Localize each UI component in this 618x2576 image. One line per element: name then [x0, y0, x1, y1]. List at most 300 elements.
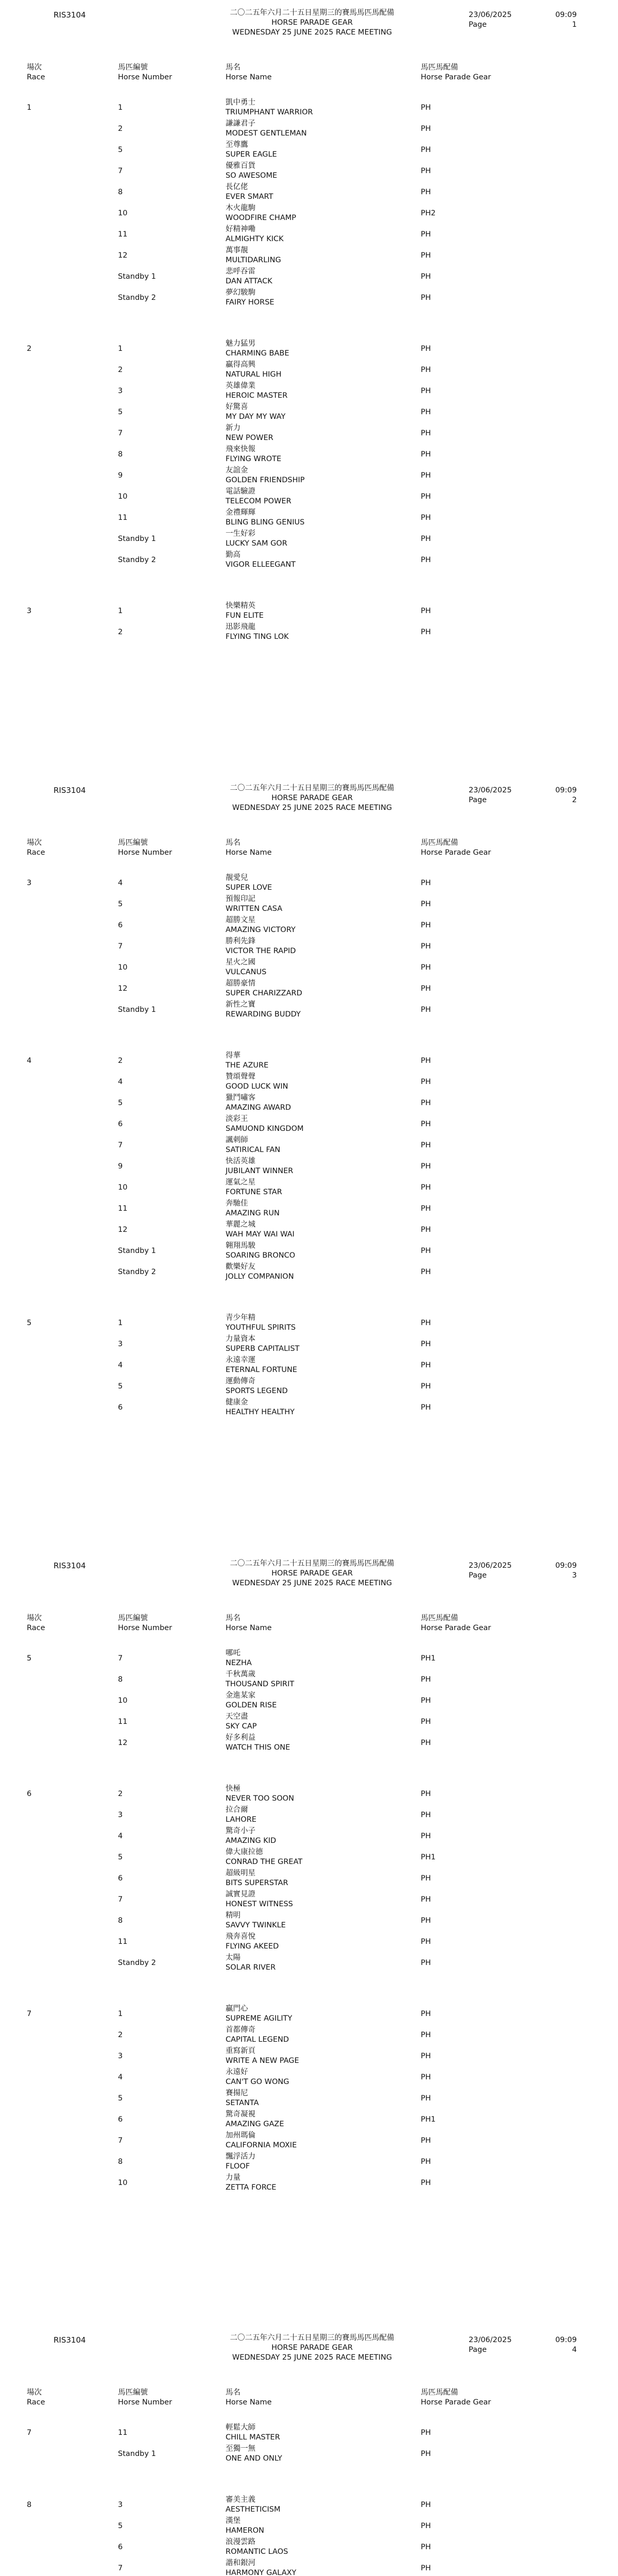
table-row	[27, 508, 597, 529]
horse-name	[226, 267, 421, 288]
col-parade-gear	[421, 2388, 597, 2408]
page-header	[27, 0, 597, 39]
horse-number: 7	[118, 2137, 123, 2145]
table-row	[27, 550, 597, 571]
horse-name-en: BITS SUPERSTAR	[226, 1879, 288, 1887]
table-row	[27, 204, 597, 225]
horse-name-en: FORTUNE STAR	[226, 1188, 282, 1196]
horse-number: 4	[118, 2073, 123, 2081]
horse-name-en: MULTIDARLING	[226, 256, 281, 264]
horse-name	[226, 979, 421, 1000]
col-parade-gear-cn: 馬匹馬配備	[421, 2388, 458, 2397]
race-block	[27, 2495, 597, 2576]
horse-name-en: HARMONY GALAXY	[226, 2569, 297, 2576]
table-row	[27, 1805, 597, 1826]
print-date: 23/06/2025	[469, 11, 512, 19]
horse-number: 7	[118, 429, 123, 437]
horse-name	[226, 1398, 421, 1419]
table-row	[27, 1051, 597, 1072]
page-number-row	[469, 20, 577, 30]
horse-name-cn: 快樂精英	[226, 602, 255, 610]
parade-gear: PH	[421, 2450, 431, 2458]
horse-name-en: HONEST WITNESS	[226, 1900, 293, 1908]
horse-name-en: SUPER CHARIZZARD	[226, 989, 302, 997]
race-number	[27, 1220, 118, 1241]
horse-name-cn: 淡彩王	[226, 1115, 248, 1123]
print-date: 23/06/2025	[469, 2336, 512, 2344]
parade-gear: PH	[421, 104, 431, 112]
horse-name	[226, 1733, 421, 1754]
horse-name	[226, 1220, 421, 1241]
parade-gear: PH2	[421, 209, 436, 217]
horse-name	[226, 601, 421, 622]
race-block	[27, 339, 597, 571]
horse-name-cn: 金禮輝輝	[226, 509, 255, 517]
horse-name	[226, 1093, 421, 1114]
horse-name-en: VICTOR THE RAPID	[226, 947, 296, 955]
race-number	[27, 1199, 118, 1220]
table-row	[27, 182, 597, 204]
table-row	[27, 423, 597, 445]
page-number: 4	[572, 2346, 577, 2354]
horse-name-en: GOLDEN RISE	[226, 1701, 277, 1709]
horse-name	[226, 1072, 421, 1093]
parade-gear: PH	[421, 471, 431, 480]
horse-name-en: FLOOF	[226, 2162, 250, 2171]
parade-gear: PH	[421, 1361, 431, 1369]
horse-name-en: THE AZURE	[226, 1061, 269, 1070]
horse-name	[226, 2558, 421, 2576]
horse-number: 7	[118, 2564, 123, 2572]
horse-name-cn: 力量	[226, 2174, 241, 2182]
horse-number: 3	[118, 2501, 123, 2509]
parade-gear: PH	[421, 387, 431, 395]
print-date: 23/06/2025	[469, 786, 512, 794]
horse-name-en: FLYING AKEED	[226, 1942, 279, 1951]
horse-name-cn: 漢堡	[226, 2517, 241, 2525]
horse-name-en: SAVVY TWINKLE	[226, 1921, 286, 1929]
horse-name-en: NEVER TOO SOON	[226, 1794, 294, 1803]
table-row	[27, 1890, 597, 1911]
horse-number: 12	[118, 251, 128, 260]
horse-name-cn: 魅力猛男	[226, 340, 255, 348]
horse-number: 6	[118, 2115, 123, 2124]
table-row	[27, 937, 597, 958]
title-english: HORSE PARADE GEAR	[271, 794, 353, 802]
page-number-row	[469, 2345, 577, 2355]
horse-name-cn: 拉合爾	[226, 1806, 248, 1814]
parade-gear: PH	[421, 1718, 431, 1726]
horse-name-cn: 超級明星	[226, 1869, 255, 1877]
parade-gear: PH	[421, 493, 431, 501]
horse-name	[226, 2495, 421, 2516]
horse-number: 3	[118, 1811, 123, 1819]
horse-name-en: SAMUOND KINGDOM	[226, 1125, 304, 1133]
horse-name-cn: 精明	[226, 1911, 241, 1920]
col-horse-number-en: Horse Number	[118, 1624, 173, 1632]
horse-name-en: HEALTHY HEALTHY	[226, 1408, 295, 1416]
table-row	[27, 1334, 597, 1355]
horse-number: Standby 1	[118, 2450, 156, 2458]
table-row	[27, 2516, 597, 2537]
horse-name	[226, 550, 421, 571]
horse-number: 10	[118, 1183, 128, 1192]
report-id: RIS3104	[54, 2335, 86, 2345]
horse-name-en: ONE AND ONLY	[226, 2454, 282, 2463]
horse-number: 1	[118, 607, 123, 615]
horse-name-en: NEZHA	[226, 1659, 252, 1667]
horse-number: 6	[118, 1874, 123, 1883]
horse-name	[226, 2089, 421, 2110]
horse-number: Standby 1	[118, 1006, 156, 1014]
col-horse-name-cn: 馬名	[226, 1614, 241, 1622]
horse-name-cn: 誠實見證	[226, 1890, 255, 1899]
report-id: RIS3104	[54, 786, 86, 795]
horse-number: 11	[118, 514, 128, 522]
meeting-date: WEDNESDAY 25 JUNE 2025 RACE MEETING	[232, 1579, 392, 1587]
horse-name-en: SO AWESOME	[226, 172, 278, 180]
col-race-en: Race	[27, 73, 45, 81]
parade-gear: PH	[421, 429, 431, 437]
horse-number: 12	[118, 1739, 128, 1747]
race-number	[27, 2110, 118, 2131]
horse-number: 5	[118, 2522, 123, 2530]
horse-name-en: THOUSAND SPIRIT	[226, 1680, 295, 1688]
table-row	[27, 98, 597, 119]
horse-name-en: SOARING BRONCO	[226, 1251, 296, 1260]
parade-gear: PH	[421, 345, 431, 353]
horse-number: Standby 2	[118, 556, 156, 564]
horse-name-cn: 至尊鷹	[226, 141, 248, 149]
col-horse-number-en: Horse Number	[118, 2398, 173, 2406]
parade-gear: PH	[421, 1057, 431, 1065]
parade-gear: PH	[421, 985, 431, 993]
table-row	[27, 1178, 597, 1199]
race-number	[27, 1241, 118, 1262]
col-race-en: Race	[27, 849, 45, 857]
horse-name-cn: 金進某家	[226, 1691, 255, 1700]
parade-gear: PH	[421, 2429, 431, 2437]
table-row	[27, 1000, 597, 1021]
horse-number: 5	[118, 1382, 123, 1391]
horse-name-cn: 永遠幸運	[226, 1356, 255, 1364]
horse-name-en: WATCH THIS ONE	[226, 1743, 290, 1752]
table-row	[27, 1649, 597, 1670]
parade-gear: PH	[421, 2010, 431, 2018]
horse-name-cn: 萬事靚	[226, 246, 248, 255]
col-horse-number	[118, 63, 226, 82]
race-number	[27, 1072, 118, 1093]
page-number-row	[469, 795, 577, 805]
horse-name	[226, 1262, 421, 1283]
horse-number: 8	[118, 188, 123, 196]
horse-name-cn: 運氣之星	[226, 1178, 255, 1187]
horse-number: 5	[118, 408, 123, 416]
print-date-row	[469, 786, 577, 795]
race-number	[27, 1093, 118, 1114]
race-number	[27, 1826, 118, 1848]
race-number	[27, 1670, 118, 1691]
print-info	[469, 2335, 577, 2355]
table-row	[27, 1136, 597, 1157]
horse-name-en: ALMIGHTY KICK	[226, 235, 284, 243]
parade-gear: PH	[421, 1099, 431, 1107]
parade-gear: PH	[421, 628, 431, 636]
horse-number: Standby 2	[118, 1959, 156, 1967]
col-parade-gear	[421, 1614, 597, 1633]
horse-name-en: AESTHETICISM	[226, 2505, 281, 2514]
race-number: 7	[27, 2010, 32, 2018]
horse-name	[226, 1334, 421, 1355]
print-date-row	[469, 2335, 577, 2345]
race-number: 3	[27, 607, 32, 615]
horse-name	[226, 2444, 421, 2465]
horse-name-cn: 贊頌聲聲	[226, 1073, 255, 1081]
horse-name	[226, 119, 421, 140]
race-number	[27, 1932, 118, 1953]
table-row	[27, 2558, 597, 2576]
horse-name	[226, 937, 421, 958]
table-row	[27, 2067, 597, 2089]
horse-name	[226, 2131, 421, 2152]
parade-gear: PH	[421, 1895, 431, 1904]
horse-number: 3	[118, 1340, 123, 1348]
race-number	[27, 225, 118, 246]
horse-name	[226, 381, 421, 402]
table-row	[27, 140, 597, 161]
print-time: 09:09	[555, 11, 577, 19]
table-row	[27, 2444, 597, 2465]
horse-name	[226, 1691, 421, 1712]
horse-name-cn: 太陽	[226, 1954, 241, 1962]
horse-name	[226, 2173, 421, 2194]
horse-number: 4	[118, 1078, 123, 1086]
table-row	[27, 2110, 597, 2131]
horse-name	[226, 1051, 421, 1072]
table-row	[27, 1398, 597, 1419]
parade-gear: PH	[421, 1790, 431, 1798]
horse-number: 12	[118, 985, 128, 993]
col-parade-gear	[421, 838, 597, 858]
horse-name	[226, 894, 421, 916]
print-date-row	[469, 1561, 577, 1571]
horse-number: 1	[118, 2010, 123, 2018]
horse-name-en: YOUTHFUL SPIRITS	[226, 1324, 296, 1332]
race-number	[27, 2173, 118, 2194]
race-number	[27, 182, 118, 204]
horse-name	[226, 508, 421, 529]
parade-gear: PH	[421, 188, 431, 196]
race-number	[27, 916, 118, 937]
report-page	[0, 775, 618, 1551]
horse-name	[226, 487, 421, 508]
print-time: 09:09	[555, 786, 577, 794]
col-race-en: Race	[27, 1624, 45, 1632]
horse-name-cn: 歡樂好友	[226, 1263, 255, 1271]
horse-name-en: WRITTEN CASA	[226, 905, 283, 913]
table-row	[27, 360, 597, 381]
race-number	[27, 529, 118, 550]
horse-number: 3	[118, 2052, 123, 2060]
horse-number: 8	[118, 1675, 123, 1684]
race-number	[27, 2444, 118, 2465]
horse-name-en: LAHORE	[226, 1816, 256, 1824]
horse-name-en: TELECOM POWER	[226, 497, 291, 505]
horse-name-en: NEW POWER	[226, 434, 273, 442]
horse-number: 6	[118, 1120, 123, 1128]
table-row	[27, 402, 597, 423]
title-english: HORSE PARADE GEAR	[271, 2344, 353, 2352]
title-chinese: 二〇二五年六月二十五日星期三的賽馬馬匹馬配備	[230, 784, 394, 792]
horse-name-cn: 快極	[226, 1785, 241, 1793]
meeting-date: WEDNESDAY 25 JUNE 2025 RACE MEETING	[232, 28, 392, 37]
parade-gear: PH	[421, 1162, 431, 1171]
horse-number: 5	[118, 146, 123, 154]
horse-number: 8	[118, 2158, 123, 2166]
table-row	[27, 246, 597, 267]
horse-name-cn: 至獨一無	[226, 2445, 255, 2453]
parade-gear: PH	[421, 1917, 431, 1925]
parade-gear: PH	[421, 1319, 431, 1327]
horse-name-en: ETERNAL FORTUNE	[226, 1366, 297, 1374]
col-race	[27, 1614, 118, 1633]
horse-name	[226, 204, 421, 225]
horse-name	[226, 1000, 421, 1021]
horse-name-en: CHARMING BABE	[226, 349, 289, 358]
horse-name-cn: 得華	[226, 1052, 241, 1060]
race-number	[27, 360, 118, 381]
horse-name-en: DAN ATTACK	[226, 277, 272, 285]
horse-name	[226, 2537, 421, 2558]
race-block	[27, 2423, 597, 2465]
parade-gear: PH	[421, 167, 431, 175]
col-race	[27, 838, 118, 858]
horse-name-en: FLYING WROTE	[226, 455, 282, 463]
page-number: 2	[572, 796, 577, 804]
col-horse-number-cn: 馬匹編號	[118, 2388, 148, 2397]
table-row	[27, 487, 597, 508]
horse-name	[226, 1178, 421, 1199]
print-time: 09:09	[555, 2336, 577, 2344]
horse-name	[226, 2025, 421, 2046]
col-horse-name	[226, 838, 421, 858]
horse-name-en: TRIUMPHANT WARRIOR	[226, 108, 313, 116]
horse-name-cn: 英雄偉業	[226, 382, 255, 390]
title-english: HORSE PARADE GEAR	[271, 1569, 353, 1578]
race-number	[27, 1377, 118, 1398]
race-number	[27, 622, 118, 643]
table-row	[27, 1313, 597, 1334]
horse-name-cn: 加州瑪倫	[226, 2131, 255, 2140]
print-info	[469, 10, 577, 30]
column-headers	[27, 838, 597, 858]
horse-name-en: HAMERON	[226, 2527, 264, 2535]
horse-name-en: FAIRY HORSE	[226, 298, 274, 307]
page-number: 3	[572, 1571, 577, 1580]
horse-name	[226, 246, 421, 267]
col-parade-gear-en: Horse Parade Gear	[421, 1624, 491, 1632]
report-id: RIS3104	[54, 10, 86, 20]
horse-name-cn: 哪吒	[226, 1649, 241, 1657]
table-row	[27, 2495, 597, 2516]
col-race-cn: 場次	[27, 2388, 42, 2397]
horse-name-en: GOOD LUCK WIN	[226, 1082, 288, 1091]
parade-gear: PH	[421, 251, 431, 260]
horse-number: 8	[118, 1917, 123, 1925]
horse-name-en: HEROIC MASTER	[226, 392, 288, 400]
horse-name-cn: 悲呼吞雷	[226, 267, 255, 276]
col-horse-name	[226, 63, 421, 82]
race-number	[27, 1355, 118, 1377]
race-number	[27, 487, 118, 508]
table-row	[27, 1733, 597, 1754]
parade-gear: PH	[421, 450, 431, 459]
parade-gear: PH	[421, 900, 431, 908]
horse-name-en: AMAZING GAZE	[226, 2120, 284, 2128]
horse-number: 10	[118, 1697, 128, 1705]
race-number	[27, 550, 118, 571]
horse-name-cn: 飛奔喜悅	[226, 1933, 255, 1941]
horse-number: Standby 2	[118, 294, 156, 302]
horse-name-en: SKY CAP	[226, 1722, 257, 1731]
parade-gear: PH	[421, 963, 431, 972]
col-horse-number-cn: 馬匹編號	[118, 839, 148, 847]
horse-name	[226, 1890, 421, 1911]
horse-name	[226, 1136, 421, 1157]
horse-name-cn: 謙謙君子	[226, 120, 255, 128]
horse-name	[226, 288, 421, 309]
horse-name-cn: 力量資本	[226, 1335, 255, 1343]
horse-name-cn: 預報印記	[226, 895, 255, 903]
table-row	[27, 1072, 597, 1093]
horse-number: 4	[118, 1361, 123, 1369]
parade-gear: PH	[421, 1120, 431, 1128]
horse-number: 6	[118, 921, 123, 929]
race-number	[27, 161, 118, 182]
race-block	[27, 1051, 597, 1283]
horse-name-en: EVER SMART	[226, 193, 273, 201]
horse-number: 7	[118, 1895, 123, 1904]
horse-name	[226, 1241, 421, 1262]
horse-name-en: AMAZING VICTORY	[226, 926, 296, 934]
horse-name-en: AMAZING KID	[226, 1837, 277, 1845]
page-number-row	[469, 1571, 577, 1581]
race-number	[27, 2046, 118, 2067]
horse-name-en: WRITE A NEW PAGE	[226, 2057, 299, 2065]
race-number	[27, 2537, 118, 2558]
col-horse-number-cn: 馬匹編號	[118, 1614, 148, 1622]
horse-name	[226, 98, 421, 119]
col-horse-number-en: Horse Number	[118, 849, 173, 857]
parade-gear: PH	[421, 146, 431, 154]
horse-name	[226, 402, 421, 423]
parade-gear: PH	[421, 942, 431, 951]
title-chinese: 二〇二五年六月二十五日星期三的賽馬馬匹馬配備	[230, 9, 394, 17]
parade-gear: PH	[421, 1403, 431, 1412]
race-block	[27, 1784, 597, 1974]
race-number	[27, 1691, 118, 1712]
parade-gear: PH	[421, 230, 431, 239]
horse-name-en: JOLLY COMPANION	[226, 1273, 294, 1281]
race-number	[27, 2131, 118, 2152]
race-number: 2	[27, 345, 32, 353]
horse-name-cn: 諧和銀河	[226, 2559, 255, 2567]
parade-gear: PH	[421, 1006, 431, 1014]
horse-number: 9	[118, 471, 123, 480]
horse-name-cn: 一生好彩	[226, 530, 255, 538]
col-parade-gear-cn: 馬匹馬配備	[421, 839, 458, 847]
parade-gear: PH	[421, 2052, 431, 2060]
